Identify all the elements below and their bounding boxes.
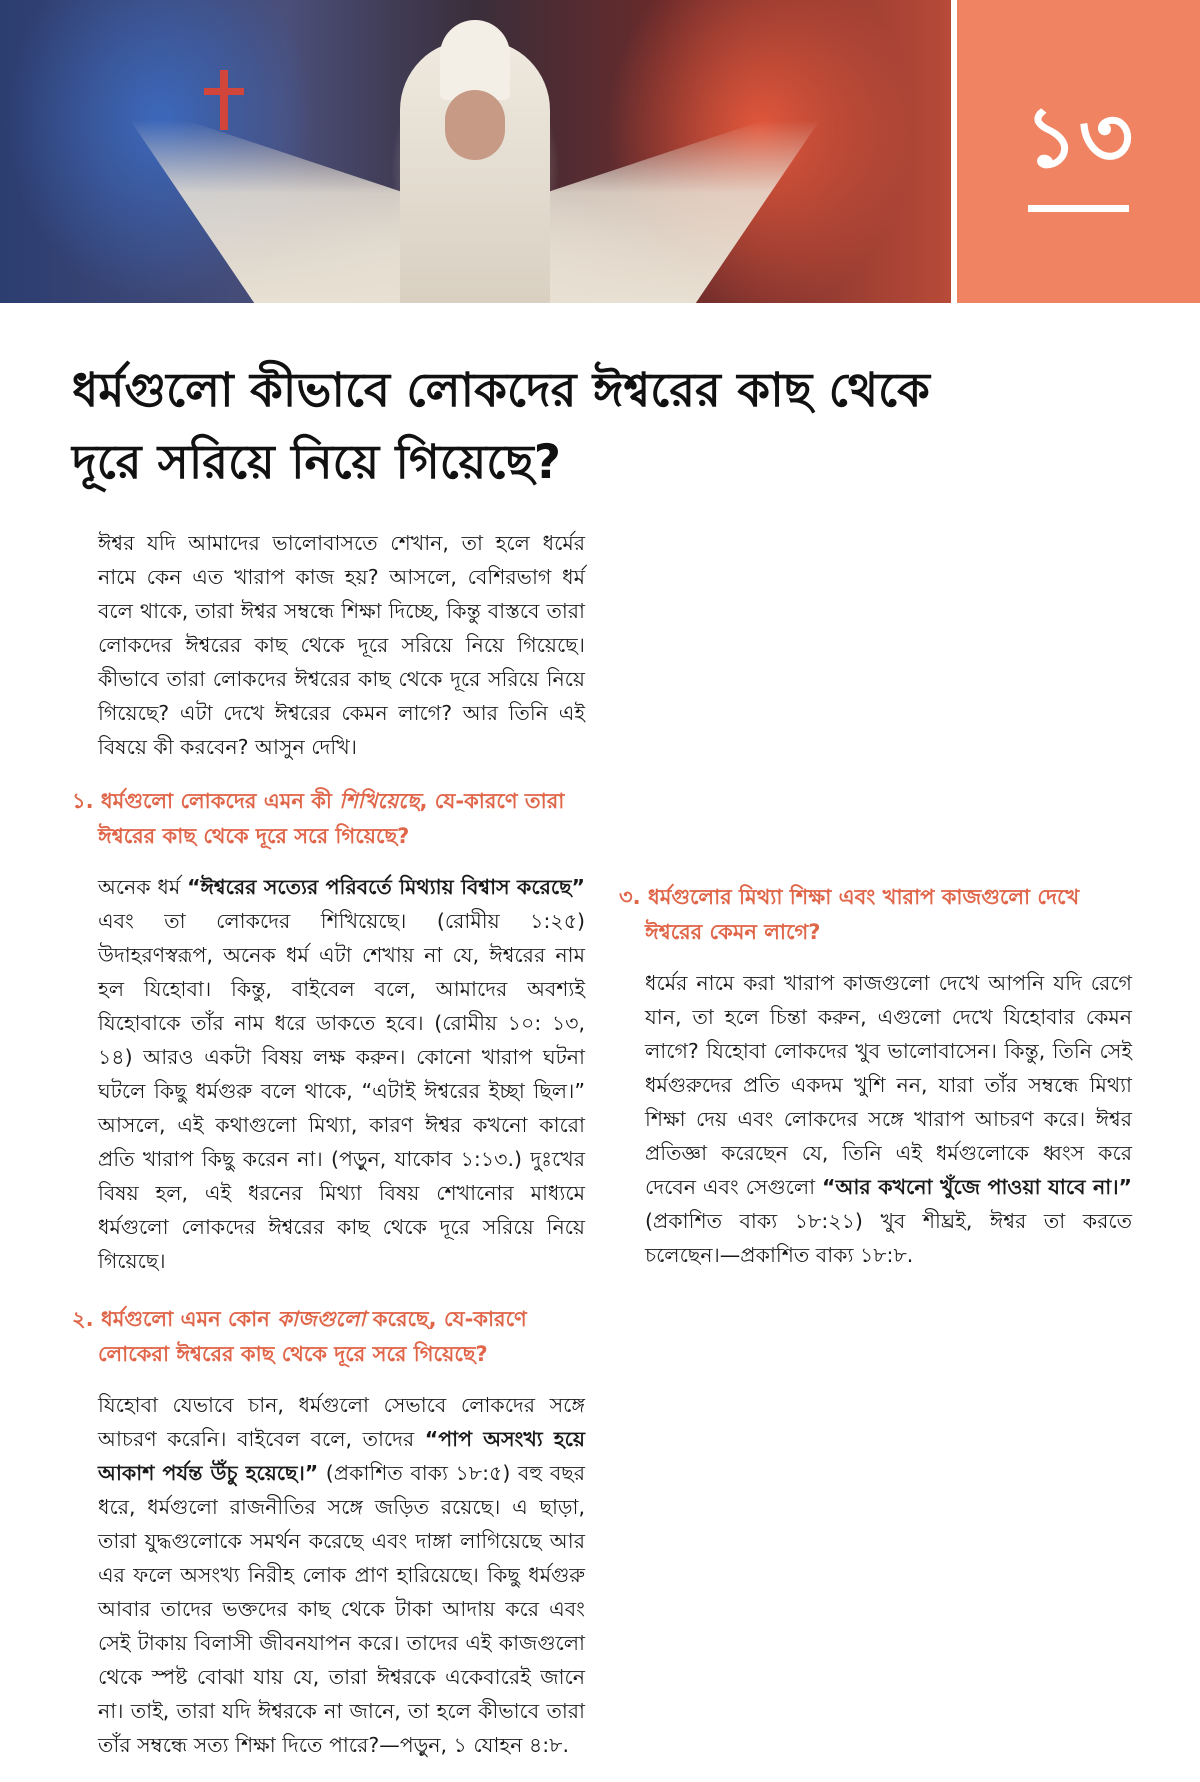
section-1-heading (72, 784, 585, 854)
scripture-quote: “ঈশ্বরের সত্যের পরিবর্তে মিথ্যায় বিশ্বাস করেছে” (187, 875, 585, 899)
body-text: (প্রকাশিত বাক্য ১৮:৫) বহু বছর ধরে, ধর্মগুলো রাজনীতির সঙ্গে জড়িত রয়েছে। এ ছাড়া, তারা যুদ্ধগুলোকে সমর্থন করেছে এবং দাঙ্গা লাগিয়েছে আর এর ফলে অসংখ্য নিরীহ লোক প্রাণ হারিয়েছে। কিছু ধর্মগুরু আবার তাদের ভক্তদের কাছ থেকে টাকা আদায় করে এবং সেই টাকায় বিলাসী জীবনযাপন করে। তাদের এই কাজগুলো থেকে স্পষ্ট বোঝা যায় যে, তারা ঈশ্বরকে একেবারেই জানে না। তাই, তারা যদি ঈশ্বরকে না জানে, তা হলে কীভাবে তারা তাঁর সম্বন্ধে সত্য শিক্ষা দিতে পারে?—পড়ুন, ১ যোহন ৪:৮. (98, 1461, 586, 1757)
section-3-heading: ৩. ধর্মগুলোর মিথ্যা শিক্ষা এবং খারাপ কাজগুলো দেখে ঈশ্বরের কেমন লাগে? (619, 885, 1080, 944)
cross-icon-bar (204, 88, 244, 95)
section-2-heading (72, 1302, 585, 1372)
section-2-body (98, 1388, 585, 1762)
cross-icon (220, 70, 228, 130)
chapter-number: ১৩ (1023, 88, 1134, 186)
hero-image (0, 0, 951, 303)
left-column (72, 526, 586, 1782)
priest-face (445, 90, 505, 160)
heading-text: ২. ধর্মগুলো এমন কোন (72, 1307, 278, 1331)
heading-text: , যে-কারণে তারা ঈশ্বরের কাছ থেকে দূরে সরে গিয়েছে? (98, 789, 565, 848)
body-text: যিহোবা যেভাবে চান, ধর্মগুলো সেভাবে লোকদের সঙ্গে আচরণ করেনি। বাইবেল বলে, তাদের (98, 1393, 585, 1451)
scripture-quote: “পাপ অসংখ্য হয়ে আকাশ পর্যন্ত উঁচু হয়েছে।” (98, 1427, 585, 1485)
heading-text: ১. ধর্মগুলো লোকদের এমন কী (72, 789, 340, 813)
heading-emphasis: কাজগুলো (277, 1307, 366, 1331)
section-1-body (98, 870, 585, 1278)
heading-text: করেছে, যে-কারণে লোকেরা ঈশ্বরের কাছ থেকে দূরে সরে গিয়েছে? (98, 1307, 527, 1366)
right-column (619, 870, 1132, 1292)
intro-paragraph: ঈশ্বর যদি আমাদের ভালোবাসতে শেখান, তা হলে ধর্মের নামে কেন এত খারাপ কাজ হয়? আসলে, বেশিরভাগ ধর্ম বলে থাকে, তারা ঈশ্বর সম্বন্ধে শিক্ষা দিচ্ছে, কিন্তু বাস্তবে তারা লোকদের ঈশ্বরের কাছ থেকে দূরে সরিয়ে নিয়ে গিয়েছে। কীভাবে তারা লোকদের ঈশ্বরের কাছ থেকে দূরে সরিয়ে নিয়ে গিয়েছে? এটা দেখে ঈশ্বরের কেমন লাগে? আর তিনি এই বিষয়ে কী করবেন? আসুন দেখি। (98, 531, 585, 759)
chapter-underline (1028, 205, 1129, 212)
body-text: অনেক ধর্ম (98, 875, 188, 899)
body-text: (প্রকাশিত বাক্য ১৮:২১) খুব শীঘ্রই, ঈশ্বর তা করতে চলেছেন।—প্রকাশিত বাক্য ১৮:৮. (645, 1209, 1132, 1267)
page-title: ধর্মগুলো কীভাবে লোকদের ঈশ্বরের কাছ থেকে দূরে সরিয়ে নিয়ে গিয়েছে? (72, 363, 930, 490)
chapter-badge (957, 0, 1200, 303)
scripture-quote: “আর কখনো খুঁজে পাওয়া যাবে না।” (822, 1175, 1132, 1199)
body-text: ধর্মের নামে করা খারাপ কাজগুলো দেখে আপনি যদি রেগে যান, তা হলে চিন্তা করুন, এগুলো দেখে যিহোবার কেমন লাগে? যিহোবা লোকদের খুব ভালোবাসেন। কিন্তু, তিনি সেই ধর্মগুরুদের প্রতি একদম খুশি নন, যারা তাঁর সম্বন্ধে মিথ্যা শিক্ষা দেয় এবং লোকদের সঙ্গে খারাপ আচরণ করে। ঈশ্বর প্রতিজ্ঞা করেছেন যে, তিনি এই ধর্মগুলোকে ধ্বংস করে দেবেন এবং সেগুলো (645, 971, 1132, 1199)
heading-emphasis: শিখিয়েছে (339, 789, 420, 813)
mitre (440, 20, 510, 100)
section-3-body (645, 966, 1132, 1272)
body-text: এবং তা লোকদের শিখিয়েছে। (রোমীয় ১:২৫) উদাহরণস্বরূপ, অনেক ধর্ম এটা শেখায় না যে, ঈশ্বরের নাম হল যিহোবা। কিন্তু, বাইবেল বলে, আমাদের অবশ্যই যিহোবাকে তাঁর নাম ধরে ডাকতে হবে। (রোমীয় ১০: ১৩, ১৪) আরও একটা বিষয় লক্ষ করুন। কোনো খারাপ ঘটনা ঘটলে কিছু ধর্মগুরু বলে থাকে, “এটাই ঈশ্বরের ইচ্ছা ছিল।” আসলে, এই কথাগুলো মিথ্যা, কারণ ঈশ্বর কখনো কারো প্রতি খারাপ কিছু করেন না। (পড়ুন, যাকোব ১:১৩.) দুঃখের বিষয় হল, এই ধরনের মিথ্যা বিষয় শেখানোর মাধ্যমে ধর্মগুলো লোকদের ঈশ্বরের কাছ থেকে দূরে সরিয়ে নিয়ে গিয়েছে। (98, 909, 585, 1273)
